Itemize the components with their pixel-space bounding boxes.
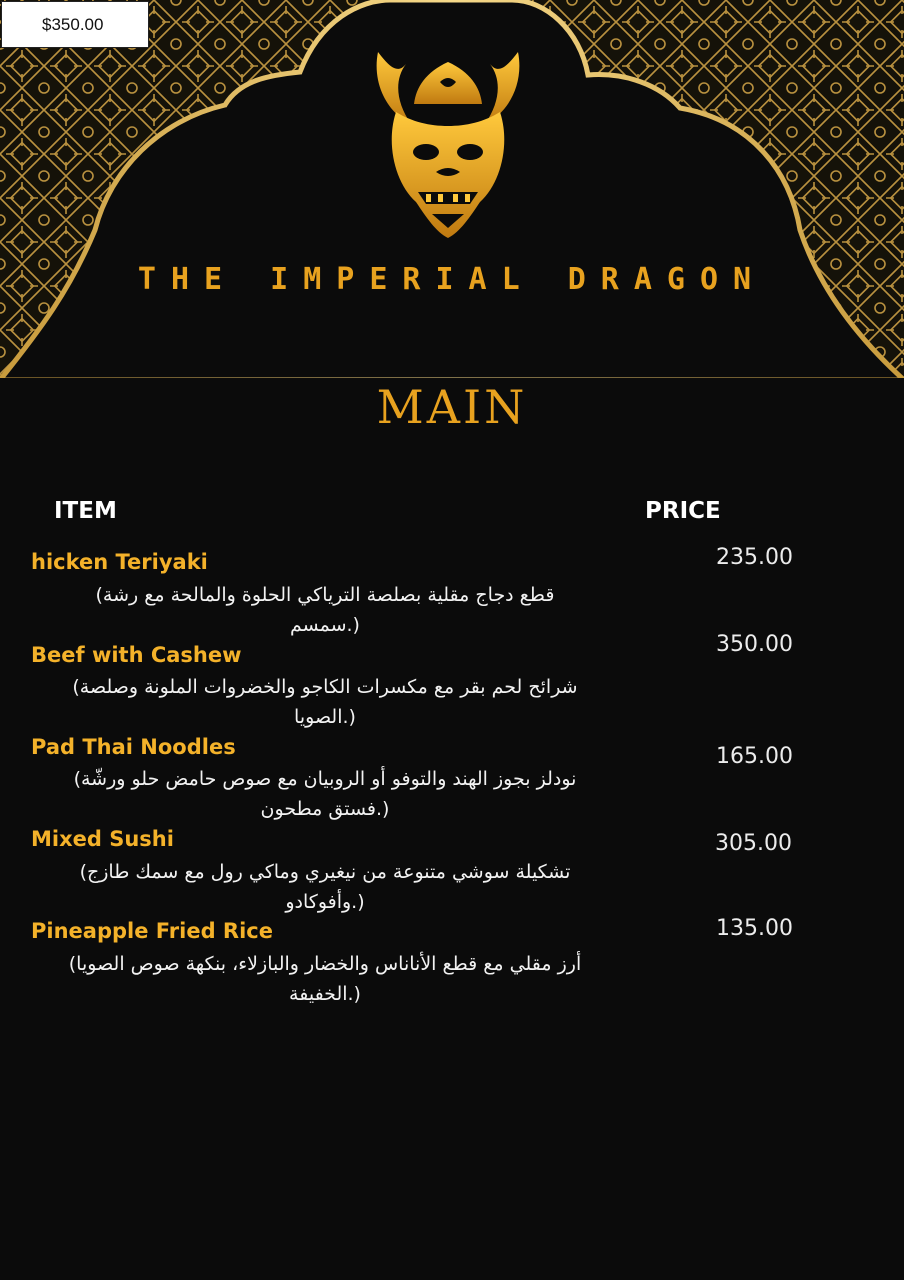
- menu-item-name: Mixed Sushi: [31, 827, 174, 851]
- item-column-header: ITEM: [54, 498, 117, 524]
- description-line: (.وأفوكادو: [285, 891, 365, 913]
- menu-item-price: 235.00: [716, 545, 793, 570]
- description-line: (.سمسم: [290, 614, 360, 636]
- menu-item-price: 135.00: [716, 916, 793, 941]
- menu-item-description: [40, 949, 610, 1009]
- menu-item-description: [40, 580, 610, 640]
- price-tag: $350.00: [1, 1, 149, 48]
- description-line: (.الصويا: [294, 706, 356, 728]
- description-line: تشكيلة سوشي متنوعة من نيغيري وماكي رول مع سمك طازج): [79, 861, 571, 883]
- menu-item-description: [40, 764, 610, 824]
- price-column-header: PRICE: [645, 498, 721, 524]
- menu-item-price: 165.00: [716, 744, 793, 769]
- menu-item-name: Pineapple Fried Rice: [31, 919, 273, 943]
- menu-item-description: [40, 857, 610, 917]
- description-line: (.فستق مطحون: [260, 798, 390, 820]
- menu-item-name: hicken Teriyaki: [31, 550, 208, 574]
- description-line: نودلز بجوز الهند والتوفو أو الروبيان مع صوص حامض حلو ورشّة): [73, 768, 577, 790]
- menu-item-name: Pad Thai Noodles: [31, 735, 236, 759]
- description-line: قطع دجاج مقلية بصلصة الترياكي الحلوة والمالحة مع رشة): [95, 584, 555, 606]
- menu-item-description: [40, 672, 610, 732]
- menu-item-price: 305.00: [715, 831, 792, 856]
- description-line: أرز مقلي مع قطع الأناناس والخضار والبازلاء، بنكهة صوص الصويا): [68, 953, 582, 975]
- dragon-mask-icon: [366, 42, 530, 242]
- menu-item-price: 350.00: [716, 632, 793, 657]
- menu-item-name: Beef with Cashew: [31, 643, 242, 667]
- description-line: شرائح لحم بقر مع مكسرات الكاجو والخضروات الملونة وصلصة): [72, 676, 578, 698]
- section-title: MAIN: [376, 380, 528, 434]
- description-line: (.الخفيفة: [289, 983, 361, 1005]
- restaurant-name: THE IMPERIAL DRAGON: [137, 262, 767, 297]
